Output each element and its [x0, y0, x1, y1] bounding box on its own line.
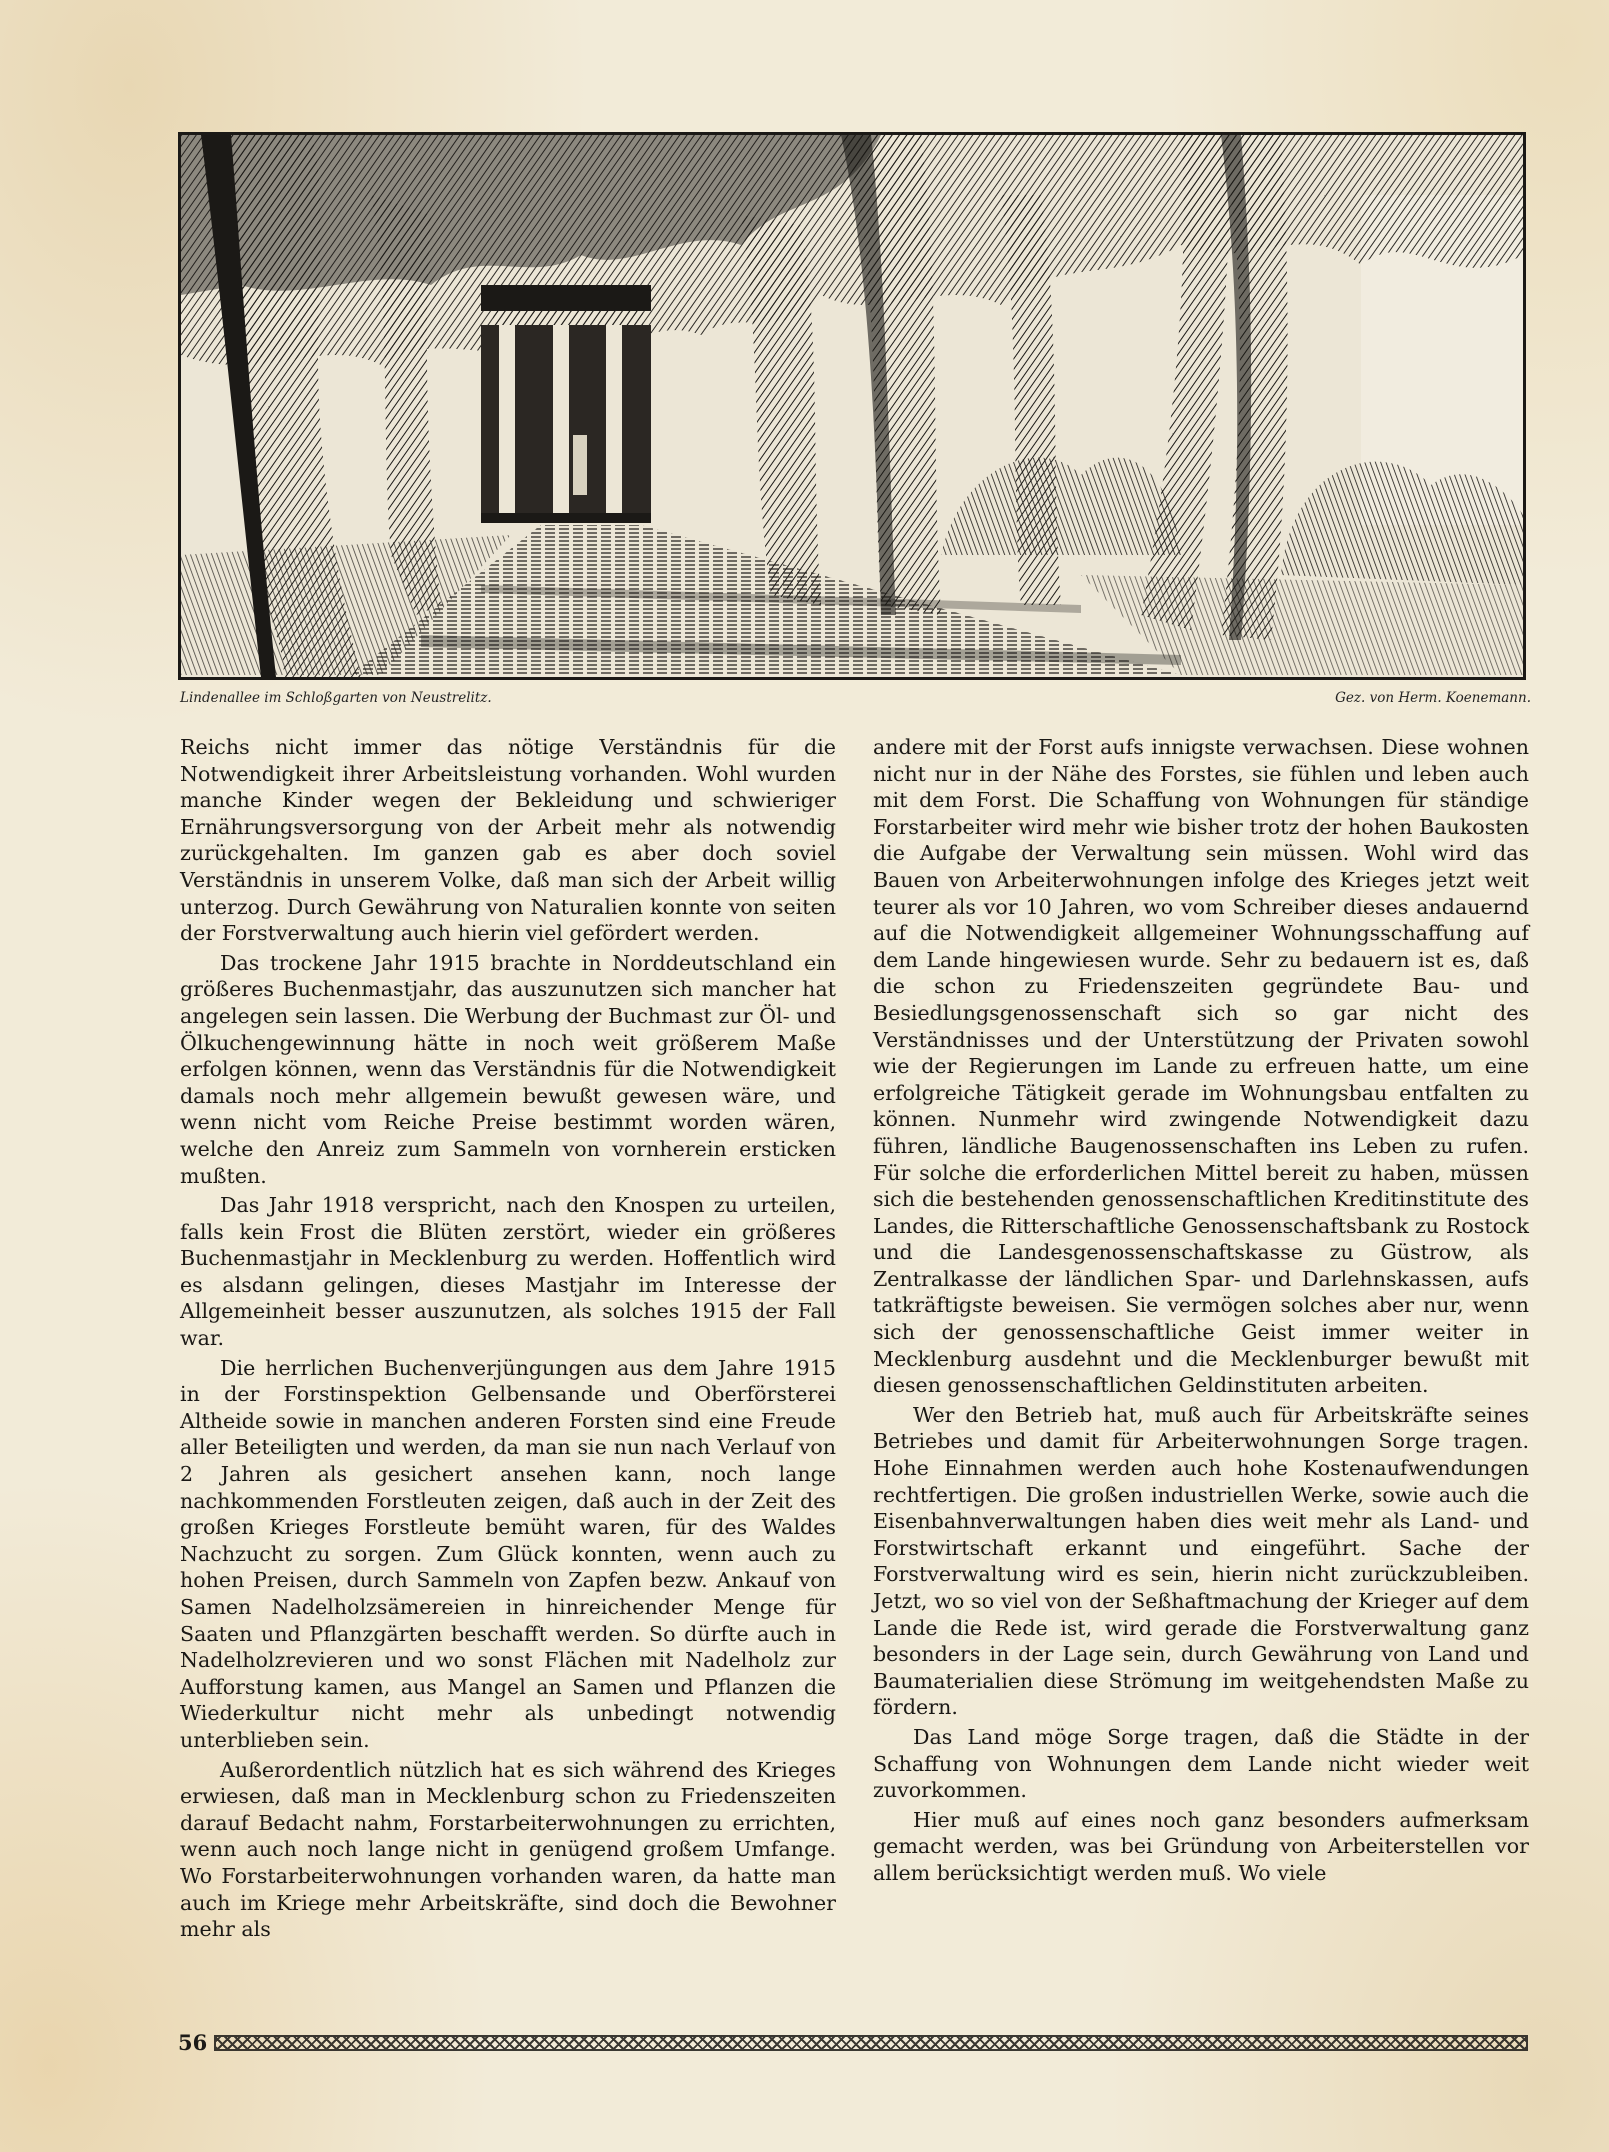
ornamental-border	[214, 2035, 1528, 2051]
paragraph: Das Land möge Sorge tragen, daß die Städte in der Schaffung von Wohnungen dem Lande nicht wieder weit zuvorkommen.	[873, 1724, 1529, 1803]
paragraph: Reichs nicht immer das nötige Verständnis für die Notwendigkeit ihrer Arbeitsleistung vorhanden. Wohl wurden manche Kinder wegen der Bekleidung und schwieriger Ernährungsversorgung von der Arbeit mehr als notwendig zurückgehalten. Im ganzen gab es aber doch soviel Verständnis in unserem Volke, daß man sich der Arbeit willig unterzog. Durch Gewährung von Naturalien konnte von seiten der Forstverwaltung auch hierin viel gefördert werden.	[180, 735, 836, 946]
paragraph: andere mit der Forst aufs innigste verwachsen. Diese wohnen nicht nur in der Nähe des Forstes, sie fühlen und leben auch mit dem Forst. Die Schaffung von Wohnungen für ständige Forstarbeiter wird mehr wie bisher trotz der hohen Baukosten die Aufgabe der Verwaltung sein müssen. Wohl wird das Bauen von Arbeiterwohnungen infolge des Krieges jetzt weit teurer als vor 10 Jahren, wo vom Schreiber dieses andauernd auf die Notwendigkeit allgemeiner Wohnungsschaffung auf dem Lande hingewiesen wurde. Sehr zu bedauern ist es, daß die schon zu Friedenszeiten gegründete Bau- und Besiedlungsgenossenschaft sich so gar nicht des Verständnisses und der Unterstützung der Privaten sowohl wie der Regierungen im Lande zu erfreuen hatte, um eine erfolgreiche Tätigkeit gerade im Wohnungsbau entfalten zu können. Nunmehr wird zwingende Notwendigkeit dazu führen, ländliche Baugenossenschaften ins Leben zu rufen. Für solche die erforderlichen Mittel bereit zu haben, müssen sich die bestehenden genossenschaftlichen Kreditinstitute des Landes, die Ritterschaftliche Genossenschaftsbank zu Rostock und die Landesgenossenschaftskasse zu Güstrow, als Zentralkasse der ländlichen Spar- und Darlehnskassen, aufs tatkräftigste beweisen. Sie vermögen solches aber nur, wenn sich der genossenschaftliche Geist immer weiter in Mecklenburg ausdehnt und die Mecklenburger bewußt mit diesen genossenschaftlichen Geldinstituten arbeiten.	[873, 735, 1529, 1398]
paragraph: Die herrlichen Buchenverjüngungen aus dem Jahre 1915 in der Forstinspektion Gelbensande und Oberförsterei Altheide sowie in manchen anderen Forsten sind eine Freude aller Beteiligten und werden, da man sie nun nach Verlauf von 2 Jahren als gesichert ansehen kann, noch lange nachkommenden Forstleuten zeigen, daß auch in der Zeit des großen Krieges Forstleute bemüht waren, für des Waldes Nachzucht zu sorgen. Zum Glück konnten, wenn auch zu hohen Preisen, durch Sammeln von Zapfen bezw. Ankauf von Samen Nadelholzsämereien in hinreichender Menge für Saaten und Pflanzgärten beschafft werden. So dürfte auch in Nadelholzrevieren und wo sonst Flächen mit Nadelholz zur Aufforstung kamen, aus Mangel an Samen und Pflanzen die Wiederkultur nicht mehr als unbedingt notwendig unterblieben sein.	[180, 1355, 836, 1752]
illustration-credit: Gez. von Herm. Koenemann.	[1335, 690, 1531, 706]
paragraph: Außerordentlich nützlich hat es sich während des Krieges erwiesen, daß man in Mecklenburg schon zu Friedenszeiten darauf Bedacht nahm, Forstarbeiterwohnungen zu errichten, wenn auch noch lange nicht in genügend großem Umfange. Wo Forstarbeiterwohnungen vorhanden waren, da hatte man auch im Kriege mehr Arbeitskräfte, sind doch die Bewohner mehr als	[180, 1757, 836, 1942]
illustration-caption: Lindenallee im Schloßgarten von Neustrelitz.	[180, 690, 492, 706]
text-column-left	[180, 734, 836, 2004]
linden-avenue-illustration	[178, 132, 1526, 680]
paragraph: Das Jahr 1918 verspricht, nach den Knospen zu urteilen, falls kein Frost die Blüten zerstört, wieder ein größeres Buchenmastjahr in Mecklenburg zu werden. Hoffentlich wird es alsdann gelingen, dieses Mastjahr im Interesse der Allgemeinheit besser auszunutzen, als solches 1915 der Fall war.	[180, 1193, 836, 1351]
page-footer	[178, 2032, 1528, 2054]
paragraph: Hier muß auf eines noch ganz besonders aufmerksam gemacht werden, was bei Gründung von Arbeiterstellen vor allem berücksichtigt werden muß. Wo viele	[873, 1807, 1529, 1885]
paragraph: Das trockene Jahr 1915 brachte in Norddeutschland ein größeres Buchenmastjahr, das auszunutzen sich mancher hat angelegen sein lassen. Die Werbung der Buchmast zur Öl- und Ölkuchengewinnung hätte in noch weit größerem Maße erfolgen können, wenn das Verständnis für die Notwendigkeit damals noch mehr allgemein bewußt gewesen wäre, und wenn nicht vom Reiche Preise bestimmt worden wären, welche den Anreiz zum Sammeln von vornherein ersticken mußten.	[180, 950, 836, 1188]
paragraph: Wer den Betrieb hat, muß auch für Arbeitskräfte seines Betriebes und damit für Arbeiterwohnungen Sorge tragen. Hohe Einnahmen werden auch hohe Kostenaufwendungen rechtfertigen. Die großen industriellen Werke, sowie auch die Eisenbahnverwaltungen haben dies weit mehr als Land- und Forstwirtschaft erkannt und eingeführt. Sache der Forstverwaltung wird es sein, hierin nicht zurückzubleiben. Jetzt, wo so viel von der Seßhaftmachung der Krieger auf dem Lande die Rede ist, wird gerade die Forstverwaltung ganz besonders in der Lage sein, durch Gewährung von Land und Baumaterialien diese Strömung im weitgehendsten Maße zu fördern.	[873, 1402, 1529, 1720]
text-column-right	[873, 734, 1529, 2004]
engraving-drawing	[181, 135, 1523, 677]
page-number: 56	[178, 2030, 208, 2055]
